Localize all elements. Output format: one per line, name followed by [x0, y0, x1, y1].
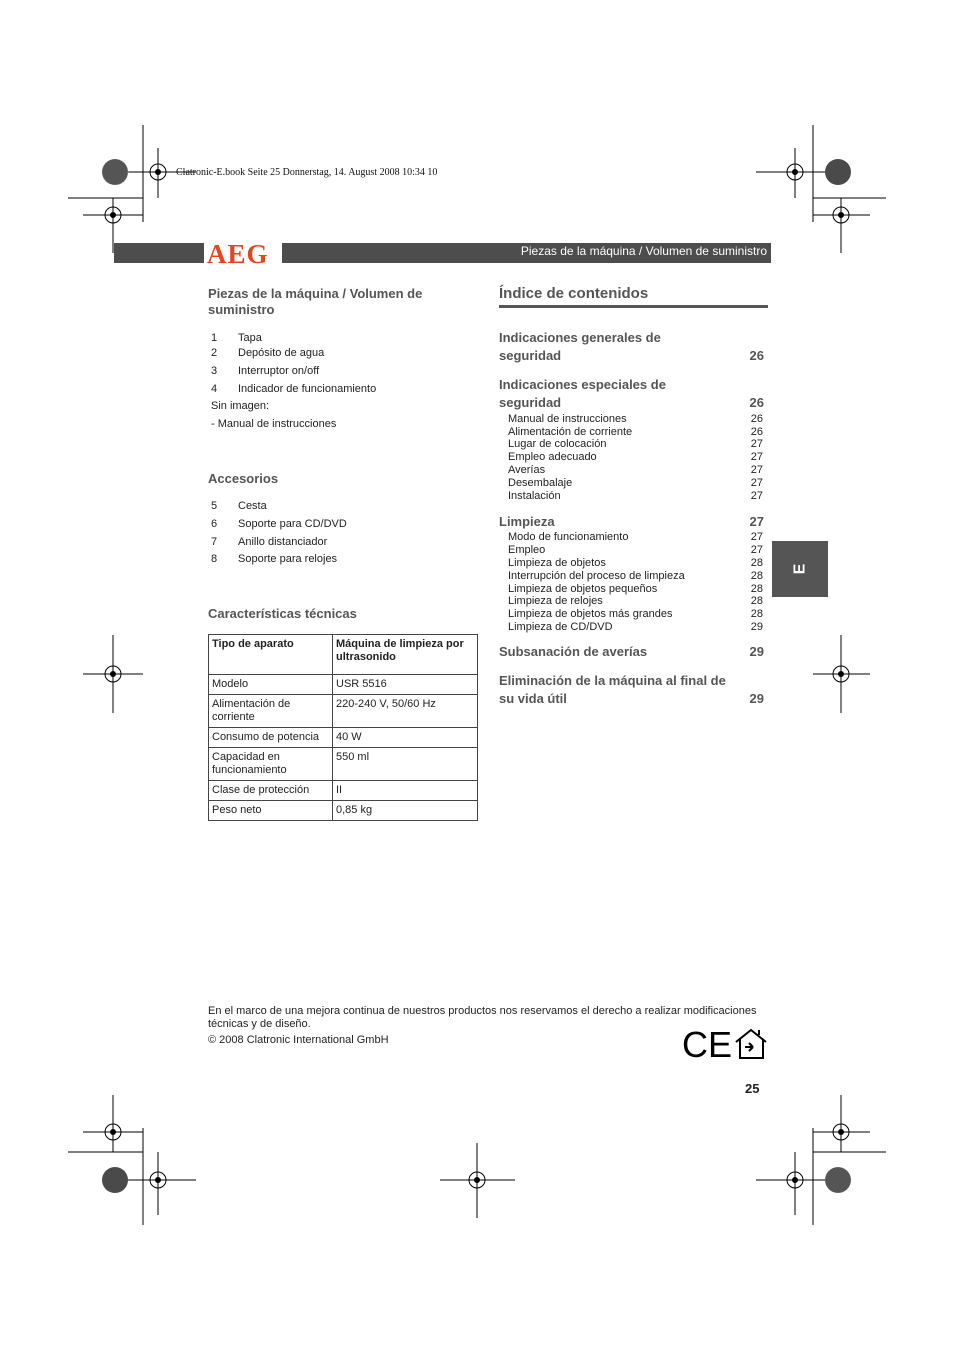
- toc-item[interactable]: Limpieza de CD/DVD 29: [508, 621, 763, 633]
- table-cell: Tipo de aparato: [209, 635, 333, 675]
- no-image-label: Sin imagen:: [211, 400, 270, 412]
- table-cell: USR 5516: [333, 675, 478, 695]
- registration-mark-icon: [813, 1095, 870, 1152]
- header-title: Piezas de la máquina / Volumen de suministro: [520, 244, 767, 258]
- toc-item[interactable]: Desembalaje 27: [508, 477, 763, 489]
- footer-notice: En el marco de una mejora continua de nuestros productos nos reservamos el derecho a realizar modificaciones técnicas y de diseño.: [208, 1005, 757, 1030]
- page-number: 25: [745, 1081, 760, 1096]
- table-row: [209, 748, 478, 781]
- toc-title: Índice de contenidos: [499, 285, 649, 302]
- copyright: © 2008 Clatronic International GmbH: [208, 1034, 389, 1046]
- toc-item[interactable]: Limpieza de objetos pequeños 28: [508, 583, 763, 595]
- color-target-icon: [825, 1167, 851, 1193]
- registration-mark-icon: [122, 1152, 196, 1215]
- toc-item[interactable]: Interrupción del proceso de limpieza 28: [508, 570, 763, 582]
- registration-mark-icon: [83, 1095, 143, 1152]
- table-cell: Peso neto: [209, 801, 333, 821]
- table-row: [209, 728, 478, 748]
- specs-heading: Características técnicas: [208, 606, 357, 621]
- language-tab-label: E: [790, 563, 808, 575]
- toc-item[interactable]: Limpieza de relojes 28: [508, 595, 763, 607]
- toc-item[interactable]: Lugar de colocación 27: [508, 438, 763, 450]
- registration-mark-icon: [813, 198, 870, 253]
- table-row: [209, 781, 478, 801]
- toc-item[interactable]: Instalación 27: [508, 490, 763, 502]
- table-cell: II: [333, 781, 478, 801]
- table-cell: 550 ml: [333, 748, 478, 781]
- aeg-logo: AEG: [207, 239, 269, 269]
- table-cell: Clase de protección: [209, 781, 333, 801]
- toc-item[interactable]: Manual de instrucciones 26: [508, 413, 763, 425]
- toc-item[interactable]: Modo de funcionamiento 27: [508, 531, 763, 543]
- table-cell: 0,85 kg: [333, 801, 478, 821]
- toc-item[interactable]: Alimentación de corriente 26: [508, 426, 763, 438]
- table-cell: Alimentación de corriente: [209, 695, 333, 728]
- table-row: [209, 695, 478, 728]
- table-cell: Capacidad en funcionamiento: [209, 748, 333, 781]
- toc-item[interactable]: Limpieza de objetos 28: [508, 557, 763, 569]
- parts-heading: Piezas de la máquina / Volumen de suministro: [208, 286, 423, 317]
- table-row: [209, 675, 478, 695]
- table-cell: 40 W: [333, 728, 478, 748]
- color-target-icon: [102, 1167, 128, 1193]
- color-target-icon: [102, 159, 128, 185]
- table-header-row: [209, 635, 478, 675]
- accessories-heading: Accesorios: [208, 471, 279, 486]
- house-class-ii-icon: [733, 1027, 769, 1061]
- toc-section[interactable]: Eliminación de la máquina al final de su vida útil 29: [499, 673, 764, 706]
- table-row: [209, 801, 478, 821]
- toc-section[interactable]: Subsanación de averías 29: [499, 644, 764, 659]
- svg-text:CE: CE: [682, 1026, 733, 1062]
- toc-divider: [499, 305, 768, 308]
- toc-item[interactable]: Averías 27: [508, 464, 763, 476]
- table-cell: Máquina de limpieza por ultrasonido: [333, 635, 478, 675]
- table-cell: Consumo de potencia: [209, 728, 333, 748]
- toc-item[interactable]: Limpieza de objetos más grandes 28: [508, 608, 763, 620]
- toc-section[interactable]: Indicaciones especiales de seguridad 26: [499, 377, 764, 410]
- toc-item[interactable]: Empleo 27: [508, 544, 763, 556]
- toc-section[interactable]: Limpieza 27: [499, 514, 764, 529]
- specs-table: [208, 634, 478, 821]
- toc-item[interactable]: Empleo adecuado 27: [508, 451, 763, 463]
- registration-mark-icon: [756, 1152, 832, 1215]
- no-image-item: - Manual de instrucciones: [211, 418, 337, 430]
- table-cell: Modelo: [209, 675, 333, 695]
- table-cell: 220-240 V, 50/60 Hz: [333, 695, 478, 728]
- toc-section[interactable]: Indicaciones generales de seguridad 26: [499, 330, 764, 363]
- color-target-icon: [825, 159, 851, 185]
- print-metadata: Clatronic-E.book Seite 25 Donnerstag, 14. August 2008 10:34 10: [176, 167, 438, 178]
